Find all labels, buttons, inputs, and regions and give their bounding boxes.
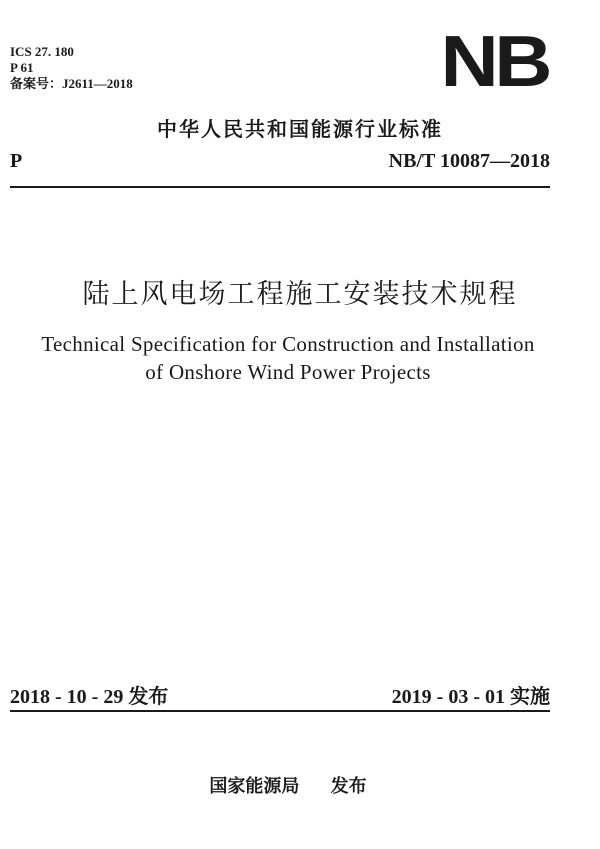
ics-code: ICS 27. 180 [10, 44, 74, 59]
top-divider [10, 186, 550, 188]
record-number: 备案号：J2611—2018 [10, 76, 133, 91]
publisher: 国家能源局 发布 [209, 776, 367, 797]
issue-date: 2018 - 10 - 29 发布 [10, 686, 169, 708]
nb-logo: NB [440, 22, 548, 102]
title-chinese: 陆上风电场工程施工安装技术规程 [82, 279, 518, 310]
standard-number: NB/T 10087—2018 [388, 150, 550, 172]
title-english-line2: of Onshore Wind Power Projects [145, 360, 431, 384]
title-english-line1: Technical Specification for Construction and Installation [41, 332, 535, 356]
class-letter: P [10, 150, 23, 172]
standard-type: 中华人民共和国能源行业标准 [157, 117, 443, 141]
implementation-date: 2019 - 03 - 01 实施 [391, 686, 550, 708]
ccs-code: P 61 [10, 60, 34, 75]
bottom-divider [10, 710, 550, 712]
